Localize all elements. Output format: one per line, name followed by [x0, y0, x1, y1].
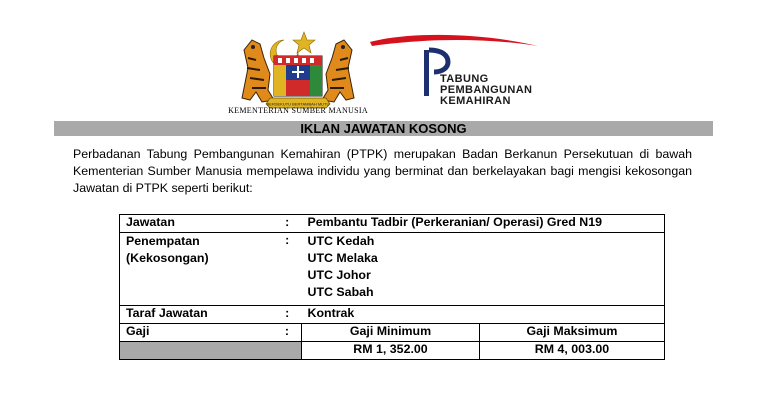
ministry-crest-logo: [234, 28, 362, 116]
ptpk-swoosh-icon: [370, 35, 538, 46]
job-details-table: [119, 214, 665, 360]
ptpk-logo-line: KEMAHIRAN: [440, 95, 511, 107]
table-row: [120, 233, 665, 306]
penempatan-label-cell: [120, 233, 274, 306]
ptpk-pillar-icon: [424, 50, 429, 96]
ptpk-logo-line: PEMBANGUNAN: [440, 84, 533, 96]
colon: :: [273, 324, 302, 342]
table-row: [120, 306, 665, 324]
ptpk-logo-line: TABUNG: [440, 73, 489, 85]
gray-cell: [120, 342, 274, 360]
penempatan-label: Penempatan: [126, 234, 200, 248]
jawatan-value: Pembantu Tadbir (Perkeranian/ Operasi) Gred N19: [302, 215, 665, 233]
shield-icon: [274, 56, 322, 96]
right-tiger-icon: [322, 40, 354, 102]
list-item: UTC Sabah: [307, 285, 374, 299]
list-item: UTC Kedah: [307, 234, 375, 248]
taraf-value: Kontrak: [302, 306, 665, 324]
table-row: [120, 342, 665, 360]
list-item: UTC Melaka: [307, 251, 378, 265]
gaji-min-value: RM 1, 352.00: [302, 342, 480, 360]
table-row: [120, 215, 665, 233]
intro-paragraph: Perbadanan Tabung Pembangunan Kemahiran (PTPK) merupakan Badan Berkanun Persekutuan di bawah Kementerian Sumber Manusia mempelawa individu yang berminat dan berkelayakan bagi mengisi kekosongan Jawatan di PTPK seperti berikut:: [73, 147, 692, 195]
gaji-max-value: RM 4, 003.00: [480, 342, 665, 360]
table-row: [120, 324, 665, 342]
colon: :: [273, 215, 302, 233]
list-item: UTC Johor: [307, 268, 371, 282]
left-tiger-icon: [242, 40, 274, 102]
ministry-caption: KEMENTERIAN SUMBER MANUSIA: [228, 106, 368, 115]
gray-cell: [273, 342, 302, 360]
gaji-max-header: Gaji Maksimum: [480, 324, 665, 342]
ptpk-logo-text: [440, 74, 532, 107]
crest-motto-text: BERSEKUTU BERTAMBAH MUTU: [266, 101, 330, 107]
colon: :: [273, 233, 302, 306]
jawatan-label: Jawatan: [120, 215, 274, 233]
locations-list: [302, 233, 665, 306]
gaji-label: Gaji: [120, 324, 274, 342]
penempatan-sublabel: (Kekosongan): [126, 251, 209, 265]
taraf-label: Taraf Jawatan: [120, 306, 274, 324]
page-title: IKLAN JAWATAN KOSONG: [54, 121, 713, 136]
ptpk-curve-icon: [429, 50, 448, 72]
gaji-min-header: Gaji Minimum: [302, 324, 480, 342]
colon: :: [273, 306, 302, 324]
